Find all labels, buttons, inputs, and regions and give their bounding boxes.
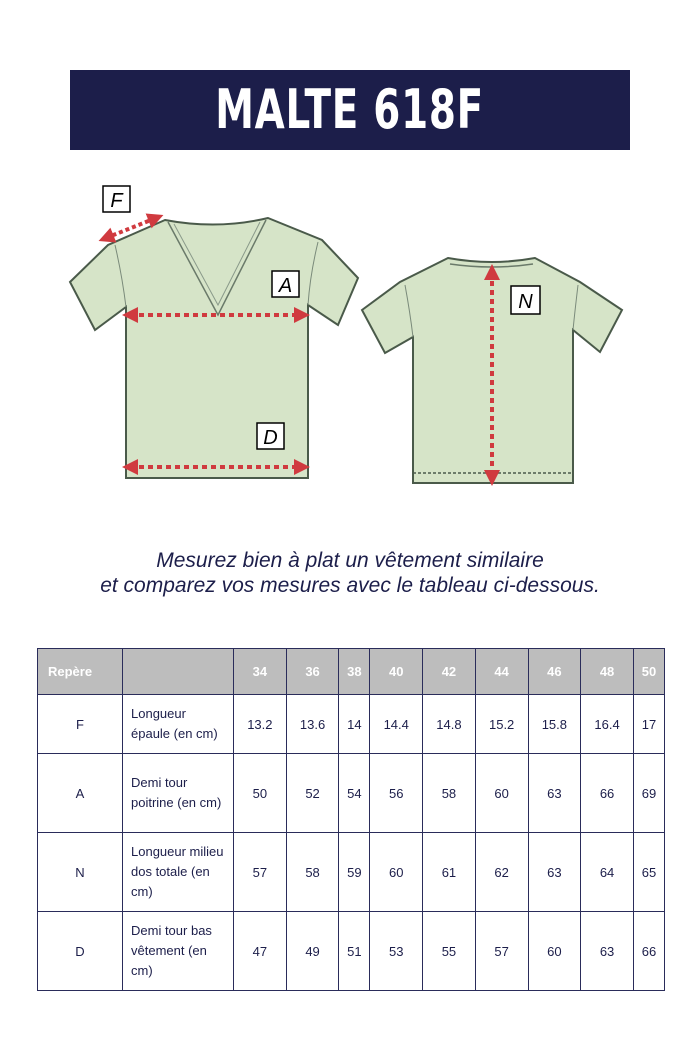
cell-value: 58 xyxy=(423,754,476,833)
svg-text:A: A xyxy=(278,275,293,297)
cell-value: 58 xyxy=(286,833,339,912)
header-size: 40 xyxy=(370,649,423,695)
title-banner xyxy=(70,70,630,150)
cell-value: 15.2 xyxy=(475,695,528,754)
instructions-line-2: et comparez vos mesures avec le tableau ci-dessous. xyxy=(100,574,600,597)
row-code: N xyxy=(38,833,123,912)
header-size: 46 xyxy=(528,649,581,695)
cell-value: 57 xyxy=(234,833,287,912)
header-size: 42 xyxy=(423,649,476,695)
cell-value: 15.8 xyxy=(528,695,581,754)
cell-value: 60 xyxy=(475,754,528,833)
cell-value: 14.8 xyxy=(423,695,476,754)
table-row xyxy=(38,833,665,912)
label-d xyxy=(257,423,284,449)
cell-value: 57 xyxy=(475,912,528,991)
cell-value: 63 xyxy=(581,912,634,991)
row-code: D xyxy=(38,912,123,991)
cell-value: 60 xyxy=(370,833,423,912)
cell-value: 69 xyxy=(633,754,664,833)
cell-value: 66 xyxy=(581,754,634,833)
header-repere: Repère xyxy=(38,649,123,695)
cell-value: 66 xyxy=(633,912,664,991)
cell-value: 13.2 xyxy=(234,695,287,754)
cell-value: 49 xyxy=(286,912,339,991)
label-n xyxy=(511,286,540,314)
cell-value: 61 xyxy=(423,833,476,912)
cell-value: 51 xyxy=(339,912,370,991)
cell-value: 47 xyxy=(234,912,287,991)
cell-value: 14.4 xyxy=(370,695,423,754)
garment-measurement-illustration xyxy=(0,170,700,500)
header-size: 36 xyxy=(286,649,339,695)
cell-value: 17 xyxy=(633,695,664,754)
header-size: 34 xyxy=(234,649,287,695)
cell-value: 63 xyxy=(528,833,581,912)
header-size: 48 xyxy=(581,649,634,695)
cell-value: 14 xyxy=(339,695,370,754)
cell-value: 62 xyxy=(475,833,528,912)
cell-value: 56 xyxy=(370,754,423,833)
label-f xyxy=(103,186,130,212)
cell-value: 53 xyxy=(370,912,423,991)
front-tshirt-drawing xyxy=(70,218,358,478)
header-size: 50 xyxy=(633,649,664,695)
product-title: MALTE 618F xyxy=(215,78,485,141)
row-label: Longueur épaule (en cm) xyxy=(123,695,234,754)
cell-value: 54 xyxy=(339,754,370,833)
table-header-row xyxy=(38,649,665,695)
cell-value: 64 xyxy=(581,833,634,912)
table-row xyxy=(38,754,665,833)
row-code: A xyxy=(38,754,123,833)
header-size: 44 xyxy=(475,649,528,695)
cell-value: 50 xyxy=(234,754,287,833)
instructions-line-1: Mesurez bien à plat un vêtement similaire xyxy=(156,549,544,572)
cell-value: 55 xyxy=(423,912,476,991)
header-size: 38 xyxy=(339,649,370,695)
measurement-instructions xyxy=(0,548,700,598)
cell-value: 52 xyxy=(286,754,339,833)
cell-value: 63 xyxy=(528,754,581,833)
cell-value: 60 xyxy=(528,912,581,991)
size-chart-table xyxy=(37,648,665,991)
table-row xyxy=(38,912,665,991)
row-code: F xyxy=(38,695,123,754)
table-row xyxy=(38,695,665,754)
cell-value: 65 xyxy=(633,833,664,912)
svg-text:D: D xyxy=(263,427,278,449)
header-description xyxy=(123,649,234,695)
cell-value: 59 xyxy=(339,833,370,912)
row-label: Demi tour bas vêtement (en cm) xyxy=(123,912,234,991)
svg-text:N: N xyxy=(518,291,533,313)
label-a xyxy=(272,271,299,297)
row-label: Demi tour poitrine (en cm) xyxy=(123,754,234,833)
cell-value: 16.4 xyxy=(581,695,634,754)
svg-text:F: F xyxy=(110,190,123,212)
cell-value: 13.6 xyxy=(286,695,339,754)
row-label: Longueur milieu dos totale (en cm) xyxy=(123,833,234,912)
